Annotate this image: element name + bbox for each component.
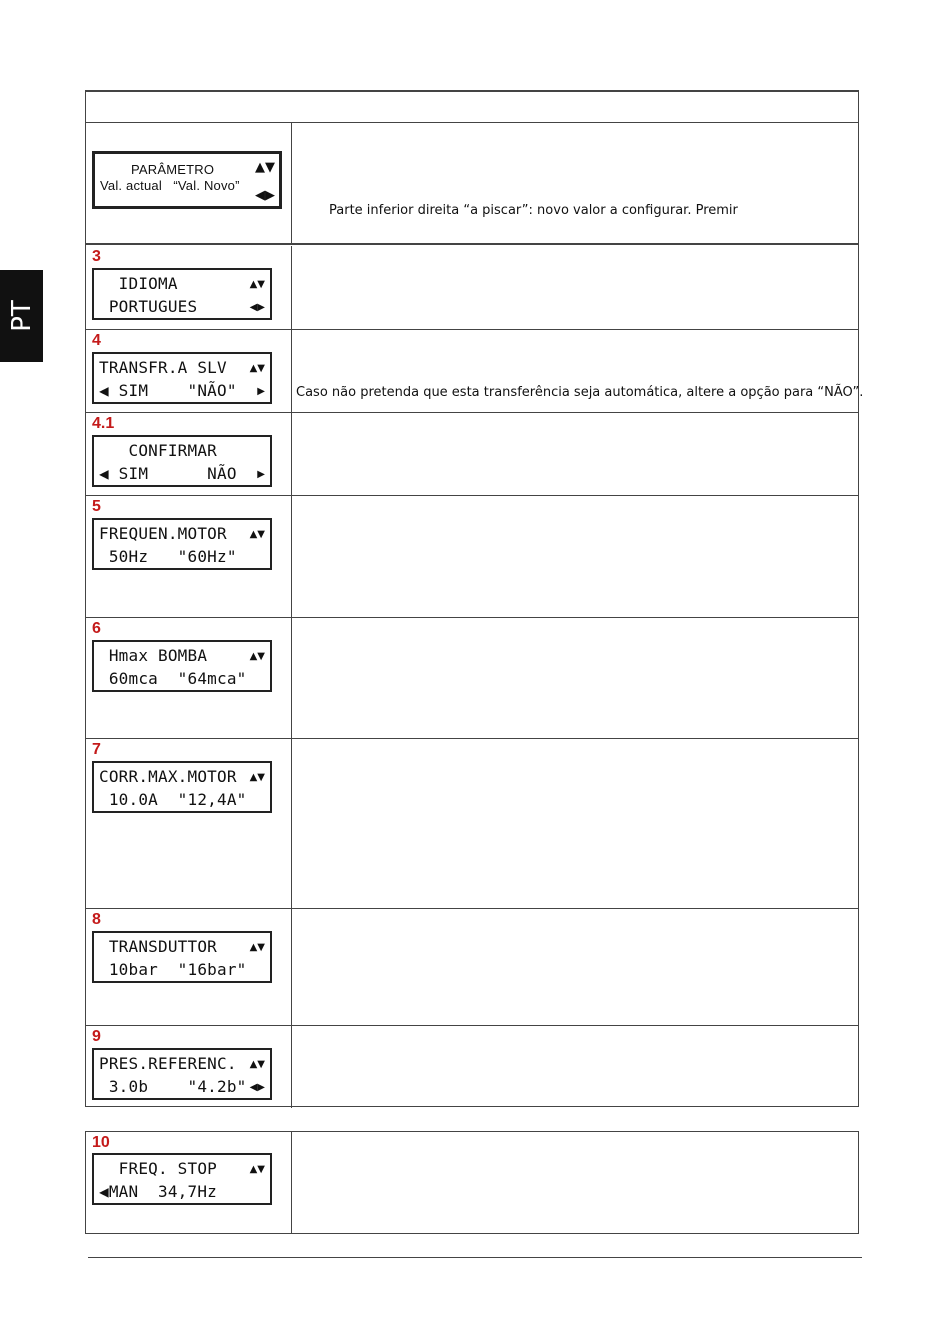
- step-number: 3: [92, 248, 101, 265]
- parameter-row: [86, 496, 858, 618]
- up-down-arrows-icon: ▲▼: [249, 942, 265, 953]
- step-number: 7: [92, 741, 101, 758]
- step-number: 9: [92, 1028, 101, 1045]
- lcd-line2: Val. actual “Val. Novo”: [100, 178, 240, 193]
- right-arrow-icon: ▶: [257, 386, 265, 397]
- lcd-line1: CONFIRMAR: [99, 441, 217, 460]
- step-number: 4.1: [92, 415, 115, 432]
- step-number: 5: [92, 498, 101, 515]
- table-header: [86, 92, 858, 123]
- language-tab-label: PT: [6, 300, 37, 332]
- legend-description: Parte inferior direita “a piscar”: novo valor a configurar. Premir: [329, 203, 738, 218]
- language-tab: [0, 270, 43, 362]
- parameter-row: [86, 246, 858, 330]
- up-down-arrows-icon: ▲▼: [249, 529, 265, 540]
- legend-row: [86, 123, 858, 245]
- parameter-row: [86, 330, 864, 413]
- lcd-line2: ◀ SIM "NÃO": [99, 381, 237, 400]
- footer-divider: [88, 1257, 862, 1258]
- lcd-line2: 3.0b "4.2b": [99, 1077, 247, 1096]
- up-down-arrows-icon: ▲▼: [249, 1059, 265, 1070]
- lcd-line2: 10bar "16bar": [99, 960, 247, 979]
- step-number: 8: [92, 911, 101, 928]
- parameter-row: [86, 739, 858, 909]
- step-number: 10: [92, 1134, 110, 1151]
- right-arrow-icon: ▶: [257, 469, 265, 480]
- lcd-line1: TRANSFR.A SLV: [99, 358, 227, 377]
- lcd-line1: FREQUEN.MOTOR: [99, 524, 227, 543]
- lcd-legend-display: [92, 151, 282, 209]
- parameter-row: [86, 618, 858, 739]
- lcd-display: [92, 931, 272, 983]
- up-down-arrows-icon: ▲▼: [249, 651, 265, 662]
- parameter-row: [86, 413, 858, 496]
- parameter-row: [86, 909, 858, 1026]
- lcd-line2: ◀MAN 34,7Hz: [99, 1182, 217, 1201]
- up-down-arrows-icon: ▲▼: [249, 363, 265, 374]
- step-number: 6: [92, 620, 101, 637]
- lcd-display: [92, 352, 272, 404]
- up-down-arrows-icon: ▲▼: [255, 160, 275, 175]
- parameter-row: [86, 1132, 858, 1233]
- up-down-arrows-icon: ▲▼: [249, 772, 265, 783]
- parameter-row: [86, 1026, 858, 1108]
- lcd-display: [92, 268, 272, 320]
- lcd-line1: PRES.REFERENC.: [99, 1054, 237, 1073]
- left-right-arrows-icon: ◀▶: [249, 302, 265, 313]
- row-description: Caso não pretenda que esta transferência seja automática, altere a opção para “NÃO”.: [296, 385, 864, 400]
- lcd-line2: 10.0A "12,4A": [99, 790, 247, 809]
- lcd-line2: 50Hz "60Hz": [99, 547, 237, 566]
- parameters-table: [85, 90, 864, 1107]
- lcd-display: [92, 640, 272, 692]
- lcd-display: [92, 1153, 272, 1205]
- step-number: 4: [92, 332, 101, 349]
- up-down-arrows-icon: ▲▼: [249, 1164, 265, 1175]
- lcd-line2: 60mca "64mca": [99, 669, 247, 688]
- lcd-line1: IDIOMA: [99, 274, 178, 293]
- lcd-display: [92, 435, 272, 487]
- lcd-line1: Hmax BOMBA: [99, 646, 208, 665]
- lcd-line1: CORR.MAX.MOTOR: [99, 767, 237, 786]
- stop-frequency-table: [85, 1131, 859, 1234]
- lcd-line1: TRANSDUTTOR: [99, 937, 217, 956]
- lcd-line1: PARÂMETRO: [131, 162, 215, 177]
- lcd-display: [92, 761, 272, 813]
- lcd-line2: ◀ SIM NÃO: [99, 464, 237, 483]
- lcd-line1: FREQ. STOP: [99, 1159, 217, 1178]
- lcd-display: [92, 1048, 272, 1100]
- left-right-arrows-icon: ◀▶: [255, 188, 275, 203]
- up-down-arrows-icon: ▲▼: [249, 279, 265, 290]
- left-right-arrows-icon: ◀▶: [249, 1082, 265, 1093]
- lcd-line2: PORTUGUES: [99, 297, 198, 316]
- lcd-display: [92, 518, 272, 570]
